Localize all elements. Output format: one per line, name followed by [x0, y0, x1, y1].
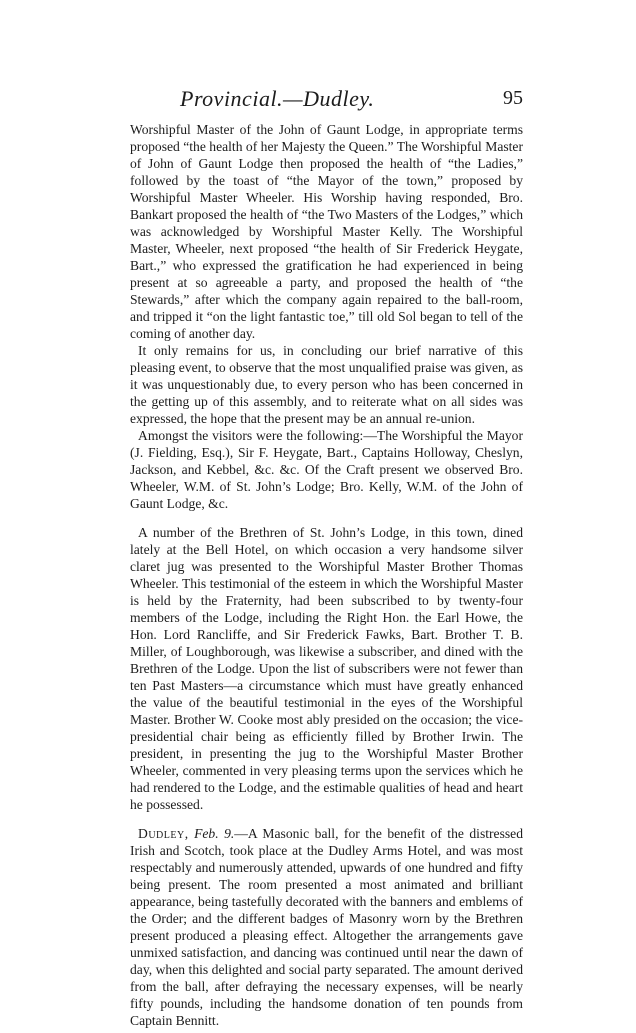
page-number: 95: [503, 87, 523, 109]
body-text: [130, 121, 523, 1029]
paragraph-visitors: Amongst the visitors were the following:—The Worshipful the Mayor (J. Fielding, Esq.), Sir F. Heygate, Bart., Captains Holloway, Cheslyn, Jackson, and Kebbel, &c. &c. Of the Craft present we observed Bro. Wheeler, W.M. of St. John’s Lodge; Bro. Kelly, W.M. of the John of Gaunt Lodge, &c.: [130, 428, 523, 511]
dudley-ball-text: —A Masonic ball, for the benefit of the distressed Irish and Scotch, took place at the Dudley Arms Hotel, and was most respectably and numerously attended, upwards of one hundred and fifty being present. The room presented a most animated and brilliant appearance, being tastefully decorated with the banners and emblems of the Order; and the different badges of Masonry worn by the Brethren present produced a pleasing effect. Altogether the arrangements gave unmixed satisfaction, and dancing was continued until near the dawn of day, when this delighted and social party separated. The amount derived from the ball, after defraying the necessary expenses, will be nearly fifty pounds, including the handsome donation of ten pounds from Captain Bennitt.: [130, 826, 523, 1028]
running-title: Provincial.—Dudley.: [180, 86, 375, 111]
paragraph-testimonial: A number of the Brethren of St. John’s Lodge, in this town, dined lately at the Bell Hotel, on which occasion a very handsome silver claret jug was presented to the Worshipful Master Brother Thomas Wheeler. This testimonial of the esteem in which the Worshipful Master is held by the Fraternity, had been subscribed to by twenty-four members of the Lodge, including the Right Hon. the Earl Howe, the Hon. Lord Rancliffe, and Sir Frederick Fawks, Bart. Brother T. B. Miller, of Loughborough, was likewise a subscriber, and dined with the Brethren of the Lodge. Upon the list of subscribers were not fewer than ten Past Masters—a circumstance which must have greatly enhanced the value of the beautiful testimonial in the eyes of the Worshipful Master. Brother W. Cooke most ably presided on the occasion; the vice-presidential chair being as efficiently filled by Brother Irwin. The president, in presenting the jug to the Worshipful Master Brother Wheeler, commented in very pleasing terms upon the services which he had rendered to the Lodge, and the estimable qualities of head and heart he possessed.: [130, 525, 523, 812]
paragraph-toasts: Worshipful Master of the John of Gaunt Lodge, in appropriate terms proposed “the health of her Majesty the Queen.” The Worshipful Master of John of Gaunt Lodge then proposed the health of “the Ladies,” followed by the toast of “the Mayor of the town,” proposed by Worshipful Master Wheeler. His Worship having responded, Bro. Bankart proposed the health of “the Two Masters of the Lodges,” which was acknowledged by Worshipful Master Kelly. The Worshipful Master, Wheeler, next proposed “the health of Sir Frederick Heygate, Bart.,” who expressed the gratification he had experienced in being present at so agreeable a party, and proposed the health of “the Stewards,” after which the company again repaired to the ball-room, and tripped it “on the light fantastic toe,” till old Sol began to tell of the coming of another day.: [130, 122, 523, 341]
paragraph-conclusion: It only remains for us, in concluding our brief narrative of this pleasing event, to observe that the most unqualified praise was given, as it was unquestionably due, to every person who has been concerned in the getting up of this assembly, and to reiterate what on all sides was expressed, the hope that the present may be an annual re-union.: [130, 343, 523, 426]
page-header: [130, 86, 523, 116]
dateline-date: Feb. 9.: [194, 826, 235, 841]
dateline-place: Dudley,: [138, 826, 189, 841]
paragraph-dudley-ball: [130, 825, 523, 1029]
